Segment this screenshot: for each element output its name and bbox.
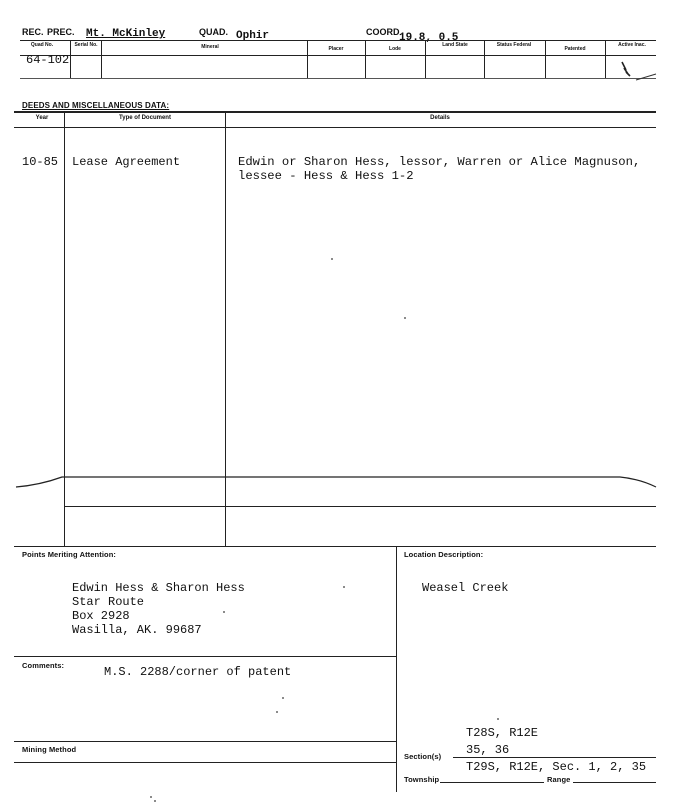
deeds-header-rule: [14, 127, 656, 128]
township-label: Township: [404, 775, 440, 784]
rec-prec-value: Mt. McKinley: [86, 28, 166, 40]
header-bottom-rule: [20, 78, 656, 79]
points-line: Box 2928: [72, 609, 130, 623]
header-top-rule: [20, 40, 656, 41]
col-lode: Lode: [389, 46, 401, 52]
deed-year: 10-85: [22, 155, 59, 169]
col-type-of-document: Type of Document: [119, 115, 171, 121]
deeds-top-rule: [14, 111, 656, 113]
coord-value: 19.8, 0.5: [399, 32, 459, 44]
deed-details-line1: Edwin or Sharon Hess, lessor, Warren or Alice Magnuson,: [238, 155, 641, 169]
col-quad-no: Quad No.: [30, 42, 54, 48]
col-details: Details: [430, 115, 450, 121]
col-serial-no: Serial No.: [74, 42, 98, 48]
col-year: Year: [35, 115, 49, 121]
location-value: Weasel Creek: [422, 581, 509, 595]
col-patented: Patented: [564, 46, 586, 52]
deeds-section-title: DEEDS AND MISCELLANEOUS DATA:: [22, 101, 170, 110]
sections-label: Section(s): [404, 752, 442, 761]
range-label: Range: [547, 775, 571, 784]
quad-label: QUAD.: [199, 27, 228, 37]
township-range-line2: T29S, R12E, Sec. 1, 2, 35: [466, 760, 647, 774]
prec-label: PREC.: [47, 27, 75, 37]
check-mark-icon: [618, 58, 658, 84]
rec-label: REC.: [22, 27, 44, 37]
coord-label: COORD: [366, 27, 400, 37]
township-range-line1: T28S, R12E: [466, 726, 539, 740]
points-line: Edwin Hess & Sharon Hess: [72, 581, 245, 595]
comments-label: Comments:: [22, 661, 65, 670]
col-mineral: Mineral: [201, 44, 219, 50]
points-line: Star Route: [72, 595, 145, 609]
mining-top-rule: [14, 741, 396, 742]
col-placer: Placer: [328, 46, 344, 52]
comments-top-rule: [14, 656, 396, 657]
location-label: Location Description:: [404, 550, 484, 559]
quad-serial-value: 64-102: [26, 53, 70, 67]
deed-type: Lease Agreement: [72, 155, 181, 169]
mining-method-label: Mining Method: [22, 745, 77, 754]
comments-value: M.S. 2288/corner of patent: [104, 665, 292, 679]
deeds-lower-rule: [64, 506, 656, 507]
col-active-inactive: Active Inac.: [618, 42, 646, 48]
points-line: Wasilla, AK. 99687: [72, 623, 202, 637]
page-break-line: [0, 465, 678, 495]
col-status-federal: Status Federal: [496, 42, 532, 48]
header-mid-rule: [20, 55, 656, 56]
quad-value: Ophir: [236, 30, 270, 42]
sections-value: 35, 36: [466, 743, 510, 757]
deed-details-line2: lessee - Hess & Hess 1-2: [238, 169, 414, 183]
points-label: Points Meriting Attention:: [22, 550, 116, 559]
col-status-land-state: Land State: [442, 42, 468, 48]
bottom-top-rule: [14, 546, 656, 547]
